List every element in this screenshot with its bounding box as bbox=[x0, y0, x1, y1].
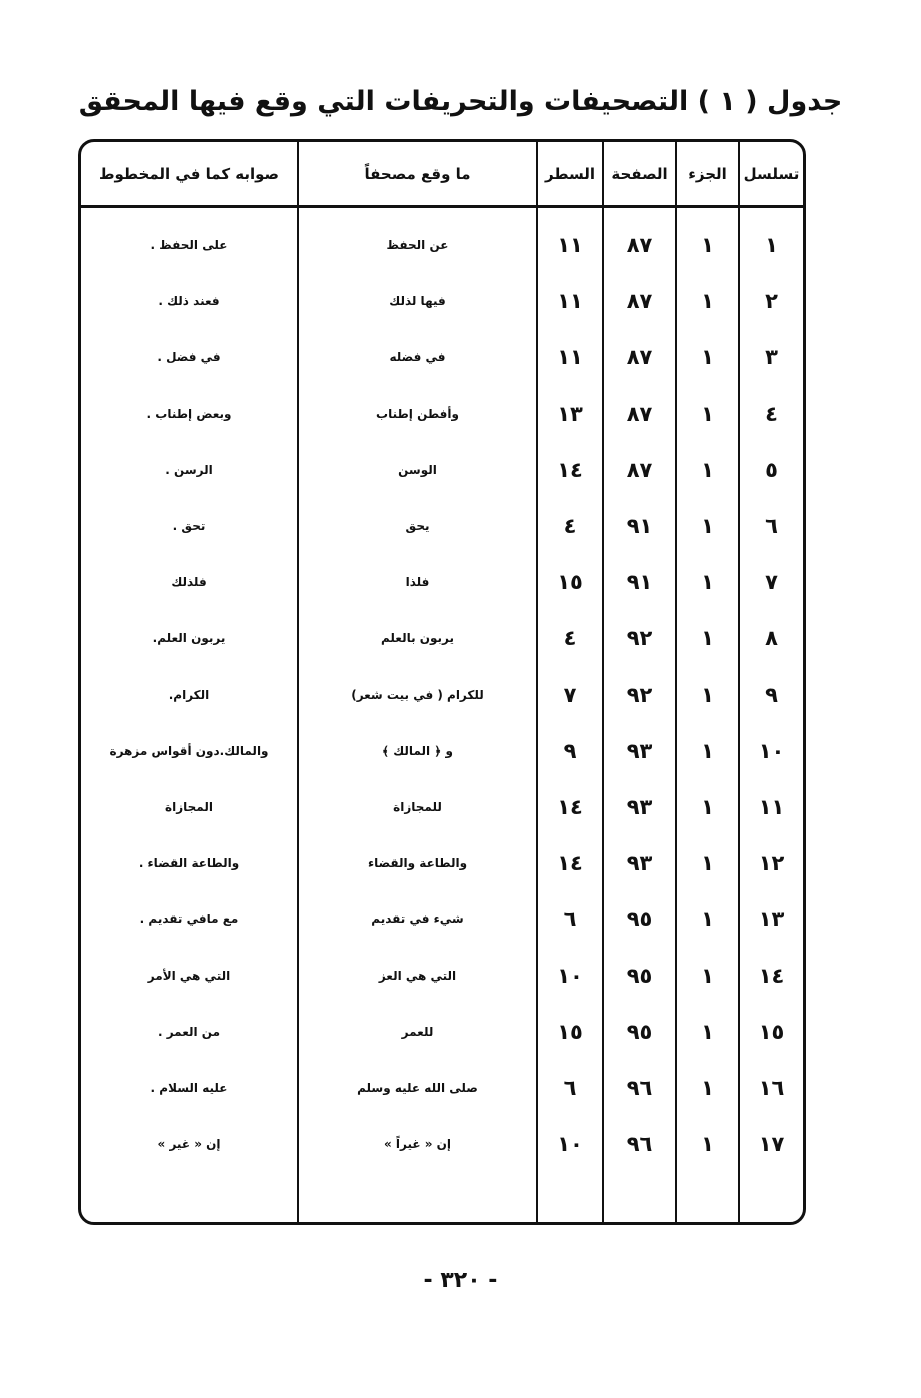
cell-page: ٨٧ bbox=[626, 457, 653, 482]
cell-page: ٩٥ bbox=[626, 1019, 653, 1044]
table-row bbox=[81, 891, 803, 947]
cell-serial: ١٤ bbox=[758, 963, 785, 988]
cell-correction: يربون العلم. bbox=[152, 631, 226, 646]
cell-error: إن « غيراً » bbox=[383, 1137, 452, 1152]
corrections-table bbox=[78, 139, 806, 1225]
cell-error: يحق bbox=[405, 519, 430, 533]
cell-page: ٩١ bbox=[626, 570, 653, 595]
cell-page: ٩٥ bbox=[626, 907, 653, 932]
cell-error: صلى الله عليه وسلم bbox=[357, 1081, 478, 1095]
cell-serial: ١٠ bbox=[758, 738, 785, 763]
table-header bbox=[81, 142, 803, 205]
cell-serial: ١٣ bbox=[758, 907, 785, 932]
cell-error: و ﴿ المالك ﴾ bbox=[382, 743, 453, 758]
header-divider bbox=[81, 205, 803, 208]
header-line: السطر bbox=[545, 164, 595, 183]
cell-error: فيها لذلك bbox=[389, 294, 446, 309]
table-row bbox=[81, 273, 803, 329]
cell-line: ١٥ bbox=[557, 1019, 583, 1044]
cell-error: وأفطن إطناب bbox=[376, 406, 459, 421]
cell-page: ٨٧ bbox=[626, 401, 653, 426]
table-row bbox=[81, 1004, 803, 1060]
cell-line: ١١ bbox=[557, 289, 583, 314]
cell-line: ١٥ bbox=[557, 570, 583, 595]
cell-page: ٩٣ bbox=[626, 738, 653, 763]
cell-correction: فلذلك bbox=[171, 575, 207, 590]
cell-part: ١ bbox=[701, 907, 714, 932]
cell-correction: على الحفظ . bbox=[150, 238, 228, 252]
cell-part: ١ bbox=[701, 401, 714, 426]
table-row bbox=[81, 217, 803, 273]
cell-page: ٩١ bbox=[626, 514, 653, 538]
cell-part: ١ bbox=[701, 289, 714, 314]
cell-correction: من العمر . bbox=[157, 1024, 221, 1039]
cell-line: ١١ bbox=[557, 233, 583, 257]
cell-line: ١٠ bbox=[557, 1132, 583, 1157]
cell-correction: فعند ذلك . bbox=[158, 294, 220, 309]
cell-part: ١ bbox=[701, 738, 714, 763]
cell-line: ٦ bbox=[563, 907, 577, 932]
cell-serial: ١٦ bbox=[758, 1076, 785, 1100]
cell-error: للعمر bbox=[401, 1024, 434, 1039]
table-grid bbox=[81, 142, 803, 1222]
cell-page: ٨٧ bbox=[626, 289, 653, 314]
table-row bbox=[81, 723, 803, 779]
header-serial: تسلسل bbox=[743, 164, 800, 183]
cell-serial: ٩ bbox=[765, 682, 778, 707]
cell-page: ٩٦ bbox=[626, 1076, 653, 1100]
cell-correction: والمالك.دون أقواس مزهرة bbox=[109, 743, 269, 758]
cell-page: ٩٥ bbox=[626, 963, 653, 988]
cell-serial: ١٢ bbox=[758, 851, 785, 876]
cell-part: ١ bbox=[701, 682, 714, 707]
cell-part: ١ bbox=[701, 626, 714, 651]
table-row bbox=[81, 779, 803, 835]
table-row bbox=[81, 667, 803, 723]
cell-part: ١ bbox=[701, 851, 714, 876]
cell-page: ٩٢ bbox=[626, 626, 653, 651]
table-row bbox=[81, 498, 803, 554]
cell-serial: ٤ bbox=[765, 401, 778, 426]
cell-part: ١ bbox=[701, 345, 714, 370]
cell-part: ١ bbox=[701, 457, 714, 482]
cell-correction: عليه السلام . bbox=[150, 1081, 228, 1095]
cell-serial: ٦ bbox=[765, 514, 778, 538]
table-row bbox=[81, 948, 803, 1004]
cell-serial: ٣ bbox=[765, 345, 778, 370]
table-row bbox=[81, 610, 803, 666]
cell-error: شيء في تقديم bbox=[371, 912, 464, 927]
cell-serial: ٨ bbox=[765, 626, 778, 651]
header-correction: صوابه كما في المخطوط bbox=[98, 164, 280, 183]
cell-error: التي هي العز bbox=[378, 968, 457, 983]
cell-part: ١ bbox=[701, 795, 714, 819]
cell-line: ٩ bbox=[563, 738, 577, 763]
table-row bbox=[81, 835, 803, 891]
cell-part: ١ bbox=[701, 233, 714, 257]
cell-error: والطاعة والقضاء bbox=[367, 856, 468, 871]
cell-correction: في فضل . bbox=[157, 350, 221, 365]
table-row bbox=[81, 329, 803, 385]
cell-page: ٨٧ bbox=[626, 345, 653, 370]
cell-correction: التي هي الأمر bbox=[147, 968, 231, 983]
cell-correction: الرسن . bbox=[165, 462, 213, 477]
table-row bbox=[81, 1116, 803, 1172]
cell-serial: ١١ bbox=[758, 795, 785, 819]
cell-line: ١٠ bbox=[557, 963, 583, 988]
header-error: ما وقع مصحفاً bbox=[364, 164, 471, 183]
cell-serial: ١٧ bbox=[758, 1132, 785, 1157]
header-part: الجزء bbox=[688, 164, 727, 183]
cell-part: ١ bbox=[701, 963, 714, 988]
cell-line: ٤ bbox=[563, 514, 577, 538]
cell-line: ٧ bbox=[563, 682, 577, 707]
cell-correction: الكرام. bbox=[168, 687, 210, 702]
cell-serial: ٧ bbox=[765, 570, 778, 595]
cell-page: ٩٢ bbox=[626, 682, 653, 707]
cell-line: ١٤ bbox=[557, 795, 583, 819]
cell-part: ١ bbox=[701, 514, 714, 538]
cell-line: ١٤ bbox=[557, 851, 583, 876]
cell-line: ١٤ bbox=[557, 457, 583, 482]
cell-part: ١ bbox=[701, 1076, 714, 1100]
cell-page: ٨٧ bbox=[626, 233, 653, 257]
cell-correction: المجازاة bbox=[165, 800, 213, 814]
cell-page: ٩٣ bbox=[626, 795, 653, 819]
cell-correction: إن « غير » bbox=[157, 1137, 221, 1152]
page-title: جدول ( ١ ) التصحيفات والتحريفات التي وقع فيها المحقق bbox=[78, 86, 843, 117]
cell-correction: مع مافي تقديم . bbox=[139, 912, 239, 927]
page-number: - ٣٢٠ - bbox=[423, 1268, 498, 1293]
cell-part: ١ bbox=[701, 1019, 714, 1044]
cell-error: الوسن bbox=[398, 462, 437, 477]
cell-error: يربون بالعلم bbox=[380, 631, 455, 646]
cell-serial: ٥ bbox=[765, 457, 778, 482]
cell-serial: ١ bbox=[765, 233, 778, 257]
cell-error: في فضله bbox=[389, 350, 446, 365]
cell-line: ١١ bbox=[557, 345, 583, 370]
cell-serial: ١٥ bbox=[758, 1019, 785, 1044]
cell-line: ٦ bbox=[563, 1076, 577, 1100]
cell-page: ٩٦ bbox=[626, 1132, 653, 1157]
cell-serial: ٢ bbox=[765, 289, 778, 314]
cell-correction: والطاعة القضاء . bbox=[138, 856, 240, 871]
cell-line: ١٣ bbox=[557, 401, 583, 426]
cell-error: عن الحفظ bbox=[386, 238, 449, 252]
cell-error: للمجازاة bbox=[393, 800, 442, 814]
table-row bbox=[81, 1060, 803, 1116]
table-row bbox=[81, 554, 803, 610]
table-row bbox=[81, 386, 803, 442]
cell-line: ٤ bbox=[563, 626, 577, 651]
table-row bbox=[81, 442, 803, 498]
cell-error: فلذا bbox=[405, 575, 430, 590]
cell-correction: وبعض إطناب . bbox=[146, 406, 232, 421]
header-page: الصفحة bbox=[611, 164, 668, 183]
cell-part: ١ bbox=[701, 1132, 714, 1157]
cell-page: ٩٣ bbox=[626, 851, 653, 876]
cell-correction: تحق . bbox=[172, 519, 206, 533]
cell-error: للكرام ( في بيت شعر) bbox=[351, 687, 484, 702]
cell-part: ١ bbox=[701, 570, 714, 595]
